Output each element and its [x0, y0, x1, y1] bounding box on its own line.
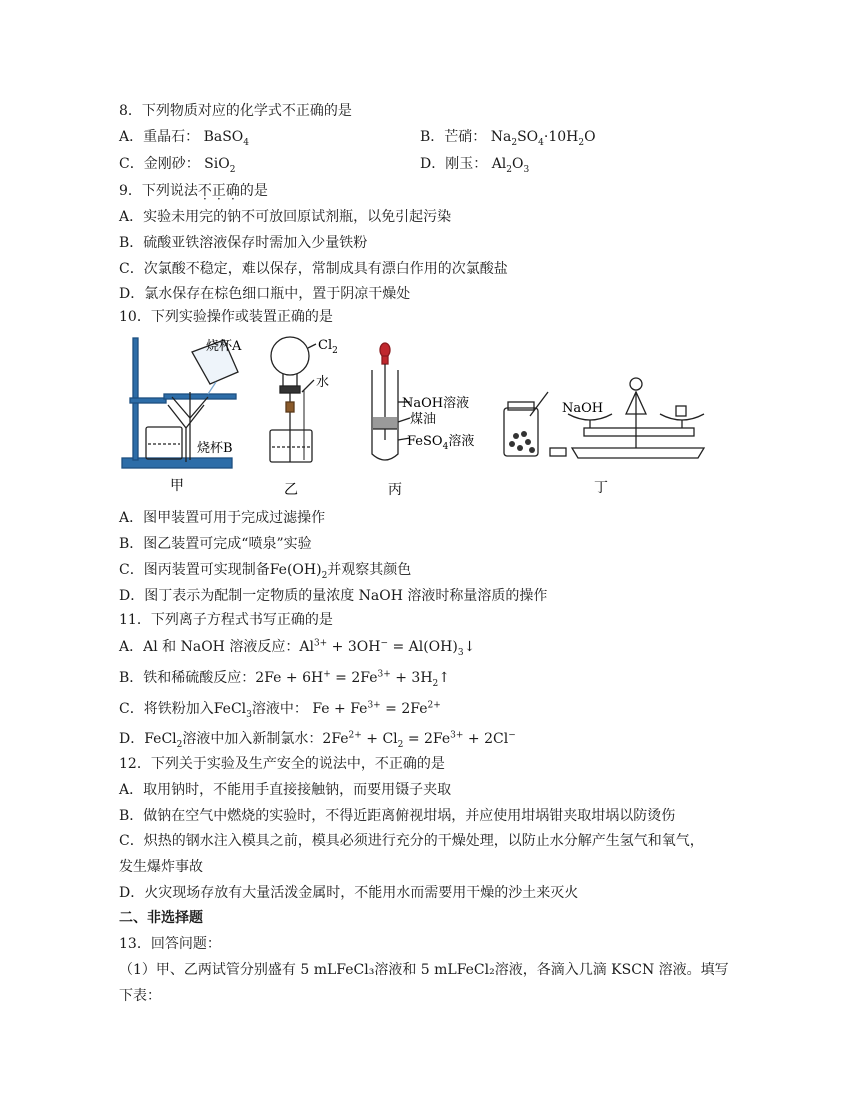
- caption-bing: 丙: [388, 482, 402, 498]
- figure-yi: [270, 337, 316, 462]
- q11-option-a: A．Al 和 NaOH 溶液反应：$Al^{3+} + 3OH^-$ = $Al(OH)_3↓$: [119, 638, 476, 658]
- q13-part1-line2: 下表：: [119, 988, 161, 1004]
- section-heading: 二、非选择题: [119, 910, 203, 926]
- q10-option-a: A．图甲装置可用于完成过滤操作: [119, 510, 326, 526]
- caption-yi: 乙: [284, 482, 298, 498]
- label-kerosene: 煤油: [410, 412, 437, 427]
- q12-stem: 12．下列关于实验及生产安全的说法中，不正确的是: [119, 756, 445, 772]
- label-naoh-solution: NaOH溶液: [402, 396, 470, 411]
- q9-option-a: A．实验未用完的钠不可放回原试剂瓶，以免引起污染: [119, 209, 452, 225]
- q8-option-d: D．刚玉： $Al_2O_3$: [420, 156, 530, 175]
- q12-option-c-line1: C．炽热的钢水注入模具之前，模具必须进行充分的干燥处理，以防止水分解产生氢气和氧气，: [119, 833, 704, 849]
- q11-option-d: D．FeCl$_2$溶液中加入新制氯水：$2Fe^{2+} + Cl_2 = 2Fe^{3+} + 2Cl^-$: [119, 730, 516, 750]
- q8-option-a: A．重晶石： BaSO$_4$: [119, 129, 250, 148]
- q8-option-b: B．芒硝： $Na_2SO_4\cdot 10H_2O$: [420, 129, 596, 148]
- q9-option-d: D．氯水保存在棕色细口瓶中，置于阴凉干燥处: [119, 286, 411, 302]
- label-feso4: FeSO$_4$溶液: [407, 434, 475, 452]
- label-ding-naoh: NaOH: [562, 401, 604, 416]
- q12-option-d: D．火灾现场存放有大量活泼金属时，不能用水而需要用干燥的沙土来灭火: [119, 885, 579, 901]
- q8-stem: 8．下列物质对应的化学式不正确的是: [119, 103, 352, 119]
- q10-apparatus-figure: [120, 332, 740, 502]
- q11-stem: 11．下列离子方程式书写正确的是: [119, 612, 333, 628]
- q9-option-c: C．次氯酸不稳定，难以保存，常制成具有漂白作用的次氯酸盐: [119, 261, 508, 277]
- q13-part1-line1: （1）甲、乙两试管分别盛有 5 mLFeCl₃溶液和 5 mLFeCl₂溶液，各滴入几滴 KSCN 溶液。填写: [119, 962, 729, 978]
- q8-option-c: C．金刚砂： SiO$_2$: [119, 156, 236, 175]
- label-water: 水: [316, 375, 330, 390]
- q10-option-d: D．图丁表示为配制一定物质的量浓度 NaOH 溶液时称量溶质的操作: [119, 588, 548, 604]
- label-beaker-a: 烧杯A: [206, 339, 242, 354]
- q10-stem: 10．下列实验操作或装置正确的是: [119, 309, 333, 325]
- q12-option-c-line2: 发生爆炸事故: [119, 859, 203, 875]
- q13-stem: 13．回答问题：: [119, 936, 221, 952]
- q9-option-b: B．硫酸亚铁溶液保存时需加入少量铁粉: [119, 235, 368, 251]
- caption-jia: 甲: [170, 478, 184, 494]
- q12-option-b: B．做钠在空气中燃烧的实验时，不得近距离俯视坩埚，并应使用坩埚钳夹取坩埚以防烫伤: [119, 808, 676, 824]
- figure-ding: [504, 378, 704, 458]
- label-beaker-b: 烧杯B: [197, 441, 233, 456]
- q11-option-b: B．铁和稀硫酸反应：$2Fe + 6H^+ = 2Fe^{3+}$ + $3H_2↑$: [119, 669, 451, 689]
- caption-ding: 丁: [594, 480, 608, 496]
- q10-option-c: C．图丙装置可实现制备$Fe(OH)_2$并观察其颜色: [119, 562, 412, 581]
- q9-stem: 9．下列说法不正确的是: [119, 183, 268, 199]
- label-cl2: $Cl_2$: [318, 338, 338, 356]
- q10-option-b: B．图乙装置可完成“喷泉”实验: [119, 536, 312, 552]
- q11-option-c: C．将铁粉加入FeCl$_3$溶液中： $Fe + Fe^{3+} = 2Fe^{2+}$: [119, 700, 441, 720]
- q12-option-a: A．取用钠时，不能用手直接接触钠，而要用镊子夹取: [119, 782, 452, 798]
